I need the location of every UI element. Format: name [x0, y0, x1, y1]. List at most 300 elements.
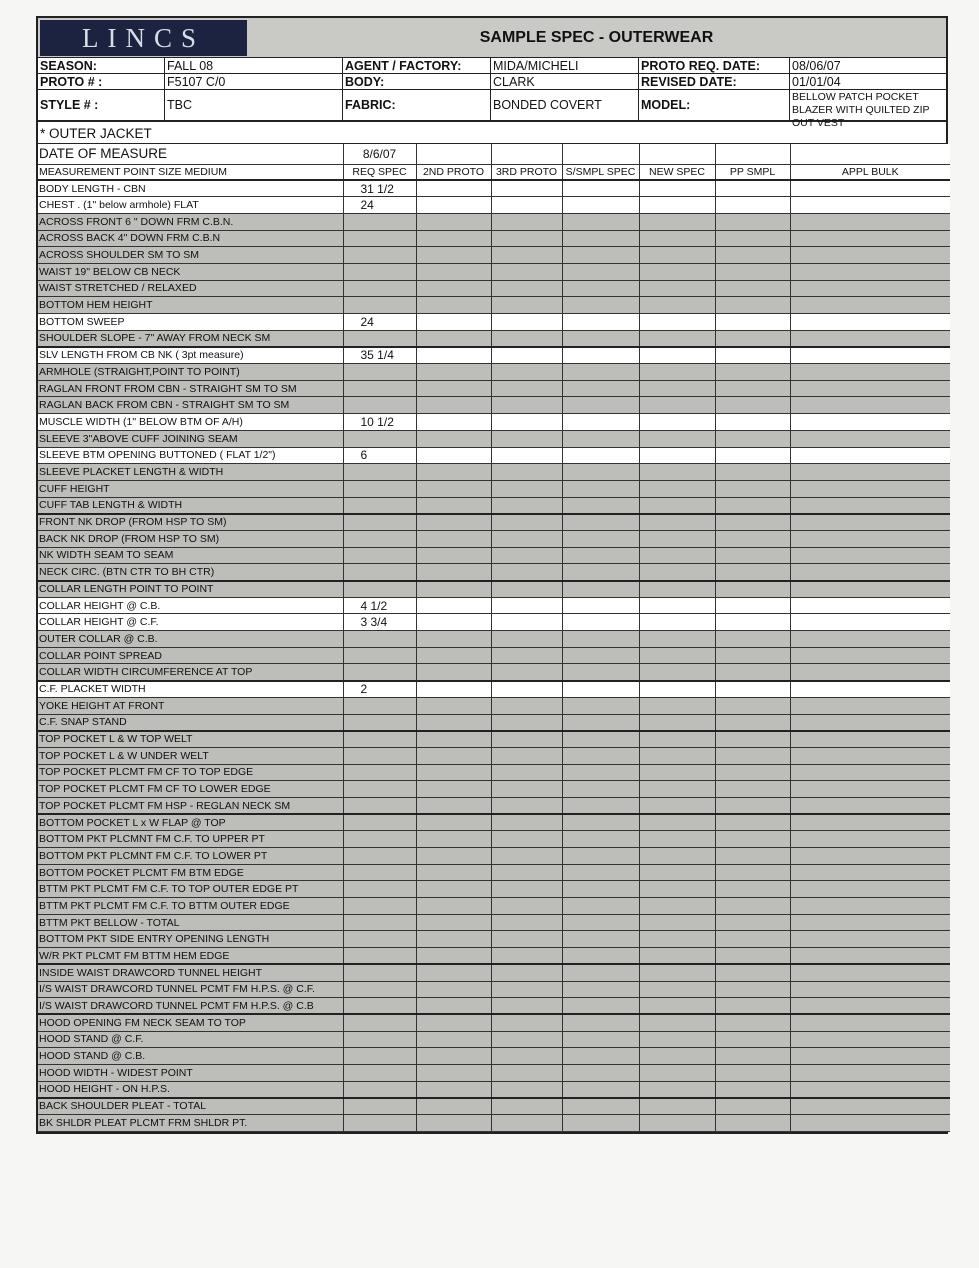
measurement-cell	[790, 213, 950, 230]
measurement-point: CUFF HEIGHT	[38, 480, 343, 497]
req-spec-cell: 24	[343, 314, 416, 331]
measurement-cell	[790, 1098, 950, 1115]
req-spec-cell	[343, 881, 416, 898]
measurement-cell	[416, 931, 491, 948]
req-spec-cell: 24	[343, 197, 416, 214]
date-cell	[491, 144, 562, 164]
measurement-cell	[562, 914, 639, 931]
measurement-point: COLLAR WIDTH CIRCUMFERENCE AT TOP	[38, 664, 343, 681]
measurement-cell	[715, 848, 790, 865]
req-spec-cell	[343, 397, 416, 414]
measurement-cell	[562, 1014, 639, 1031]
measurement-cell	[491, 213, 562, 230]
measurement-cell	[416, 948, 491, 965]
measurement-cell	[715, 397, 790, 414]
table-row	[38, 664, 950, 681]
measurement-point: SLEEVE BTM OPENING BUTTONED ( FLAT 1/2")	[38, 447, 343, 464]
table-row	[38, 430, 950, 447]
measurement-cell	[790, 263, 950, 280]
measurement-cell	[715, 230, 790, 247]
measurement-point: HOOD WIDTH - WIDEST POINT	[38, 1064, 343, 1081]
measurement-cell	[715, 581, 790, 598]
measurement-cell	[715, 714, 790, 731]
measurement-cell	[639, 1014, 715, 1031]
measurement-cell	[416, 814, 491, 831]
measurement-cell	[790, 681, 950, 698]
measurement-cell	[790, 948, 950, 965]
measurement-point: BOTTOM PKT PLCMNT FM C.F. TO LOWER PT	[38, 848, 343, 865]
measurement-cell	[715, 364, 790, 381]
measurement-cell	[715, 530, 790, 547]
table-row	[38, 697, 950, 714]
measurement-cell	[790, 1115, 950, 1132]
measurement-cell	[715, 247, 790, 264]
measurement-point: C.F. SNAP STAND	[38, 714, 343, 731]
req-spec-cell	[343, 1081, 416, 1098]
measurement-cell	[491, 230, 562, 247]
measurement-cell	[416, 480, 491, 497]
measurement-cell	[491, 514, 562, 531]
measurement-cell	[715, 514, 790, 531]
measurement-cell	[491, 914, 562, 931]
measurement-cell	[491, 564, 562, 581]
req-spec-cell: 6	[343, 447, 416, 464]
measurement-cell	[790, 464, 950, 481]
season-value: FALL 08	[165, 58, 343, 74]
measurement-cell	[416, 664, 491, 681]
measurement-point: ACROSS FRONT 6 " DOWN FRM C.B.N.	[38, 213, 343, 230]
brand-logo	[40, 20, 247, 56]
measurement-cell	[491, 497, 562, 514]
measurement-cell	[416, 497, 491, 514]
table-row	[38, 814, 950, 831]
proto-label: PROTO # :	[38, 74, 165, 90]
measurement-cell	[715, 1115, 790, 1132]
measurement-cell	[491, 898, 562, 915]
measurement-point: CHEST . (1" below armhole) FLAT	[38, 197, 343, 214]
measurement-cell	[562, 480, 639, 497]
measurement-cell	[790, 697, 950, 714]
measurement-point: ACROSS SHOULDER SM TO SM	[38, 247, 343, 264]
measurement-cell	[715, 330, 790, 347]
measurement-cell	[639, 731, 715, 748]
measurement-cell	[416, 230, 491, 247]
measurement-cell	[790, 998, 950, 1015]
measurement-point: BACK SHOULDER PLEAT - TOTAL	[38, 1098, 343, 1115]
measurement-cell	[639, 647, 715, 664]
measurement-cell	[491, 414, 562, 431]
measurement-point: COLLAR POINT SPREAD	[38, 647, 343, 664]
proto-req-label: PROTO REQ. DATE:	[639, 58, 790, 74]
req-spec-cell	[343, 530, 416, 547]
measurement-cell	[715, 898, 790, 915]
req-spec-cell	[343, 430, 416, 447]
measurement-point: BOTTOM SWEEP	[38, 314, 343, 331]
measurement-cell	[639, 480, 715, 497]
table-row	[38, 747, 950, 764]
measurement-cell	[491, 280, 562, 297]
measurement-cell	[491, 347, 562, 364]
table-row	[38, 898, 950, 915]
measurement-cell	[639, 797, 715, 814]
measurement-cell	[639, 848, 715, 865]
table-row	[38, 380, 950, 397]
measurement-cell	[715, 864, 790, 881]
table-row	[38, 864, 950, 881]
date-cell	[790, 144, 950, 164]
measurement-cell	[639, 380, 715, 397]
measurement-cell	[790, 848, 950, 865]
measurement-point: NECK CIRC. (BTN CTR TO BH CTR)	[38, 564, 343, 581]
measurement-cell	[790, 297, 950, 314]
measurement-cell	[491, 814, 562, 831]
measurement-cell	[416, 1031, 491, 1048]
measurement-cell	[715, 497, 790, 514]
agent-label: AGENT / FACTORY:	[343, 58, 491, 74]
measurement-cell	[562, 948, 639, 965]
measurement-cell	[562, 931, 639, 948]
measurement-cell	[790, 647, 950, 664]
measurement-cell	[491, 314, 562, 331]
measurement-cell	[491, 330, 562, 347]
measurement-cell	[491, 263, 562, 280]
measurement-point: BK SHLDR PLEAT PLCMT FRM SHLDR PT.	[38, 1115, 343, 1132]
measurement-cell	[639, 247, 715, 264]
measurement-cell	[639, 464, 715, 481]
brand-logo-text: LINCS	[81, 22, 205, 53]
measurement-cell	[790, 831, 950, 848]
measurement-point: BTTM PKT BELLOW - TOTAL	[38, 914, 343, 931]
measurement-point: ACROSS BACK 4" DOWN FRM C.B.N	[38, 230, 343, 247]
date-row	[38, 144, 950, 164]
req-spec-cell	[343, 464, 416, 481]
req-spec-cell	[343, 831, 416, 848]
measurement-point: HOOD HEIGHT - ON H.P.S.	[38, 1081, 343, 1098]
measurement-point: BOTTOM PKT PLCMNT FM C.F. TO UPPER PT	[38, 831, 343, 848]
measurement-cell	[562, 564, 639, 581]
measurement-cell	[416, 731, 491, 748]
req-spec-cell	[343, 1064, 416, 1081]
measurement-cell	[491, 647, 562, 664]
measurement-cell	[416, 397, 491, 414]
measurement-cell	[562, 447, 639, 464]
measurement-point: NK WIDTH SEAM TO SEAM	[38, 547, 343, 564]
req-spec-cell	[343, 564, 416, 581]
measurement-point: SLEEVE PLACKET LENGTH & WIDTH	[38, 464, 343, 481]
measurement-cell	[491, 180, 562, 197]
body-value: CLARK	[491, 74, 639, 90]
column-header-row	[38, 164, 950, 180]
measurement-cell	[491, 697, 562, 714]
measurement-cell	[416, 530, 491, 547]
table-row	[38, 1031, 950, 1048]
measurement-cell	[790, 881, 950, 898]
measurement-cell	[491, 1081, 562, 1098]
date-cell	[715, 144, 790, 164]
req-spec-cell	[343, 731, 416, 748]
measurement-point: MUSCLE WIDTH (1" BELOW BTM OF A/H)	[38, 414, 343, 431]
measurement-point: HOOD STAND @ C.B.	[38, 1048, 343, 1065]
section-title: * OUTER JACKET	[38, 122, 946, 144]
model-label: MODEL:	[639, 90, 790, 122]
req-spec-cell	[343, 581, 416, 598]
measurement-cell	[639, 931, 715, 948]
measurement-cell	[416, 781, 491, 798]
measurement-cell	[416, 614, 491, 631]
measurement-cell	[416, 297, 491, 314]
req-spec-cell	[343, 631, 416, 648]
measurement-cell	[416, 831, 491, 848]
measurement-cell	[639, 414, 715, 431]
season-label: SEASON:	[38, 58, 165, 74]
table-row	[38, 464, 950, 481]
measurement-cell	[562, 1031, 639, 1048]
table-row	[38, 280, 950, 297]
measurement-cell	[639, 747, 715, 764]
measurement-cell	[790, 1081, 950, 1098]
agent-value: MIDA/MICHELI	[491, 58, 639, 74]
measurement-cell	[715, 797, 790, 814]
table-row	[38, 931, 950, 948]
req-spec-cell	[343, 497, 416, 514]
measurement-cell	[491, 948, 562, 965]
measurement-cell	[790, 180, 950, 197]
measurement-cell	[416, 197, 491, 214]
measurement-cell	[562, 464, 639, 481]
measurement-cell	[639, 697, 715, 714]
measurement-cell	[491, 247, 562, 264]
measurement-cell	[562, 664, 639, 681]
measurement-cell	[416, 647, 491, 664]
measurement-cell	[562, 647, 639, 664]
req-spec-cell	[343, 364, 416, 381]
req-spec-cell: 35 1/4	[343, 347, 416, 364]
measurement-point: HOOD STAND @ C.F.	[38, 1031, 343, 1048]
measurement-cell	[715, 814, 790, 831]
fabric-label: FABRIC:	[343, 90, 491, 122]
measurement-cell	[790, 781, 950, 798]
measurement-cell	[639, 447, 715, 464]
measurement-cell	[715, 681, 790, 698]
measurement-cell	[639, 964, 715, 981]
req-spec-cell	[343, 898, 416, 915]
measurement-cell	[416, 1098, 491, 1115]
measurement-cell	[639, 881, 715, 898]
measurement-cell	[562, 180, 639, 197]
measurement-cell	[715, 480, 790, 497]
measurement-cell	[715, 314, 790, 331]
req-spec-cell	[343, 998, 416, 1015]
measurement-cell	[715, 981, 790, 998]
column-header: 2ND PROTO	[416, 164, 491, 180]
measurement-cell	[491, 397, 562, 414]
measurement-cell	[639, 530, 715, 547]
table-row	[38, 831, 950, 848]
measurement-point: HOOD OPENING FM NECK SEAM TO TOP	[38, 1014, 343, 1031]
measurement-cell	[715, 263, 790, 280]
measurement-cell	[639, 664, 715, 681]
measurement-cell	[562, 1048, 639, 1065]
measurement-cell	[491, 998, 562, 1015]
measurement-cell	[562, 681, 639, 698]
measurement-cell	[790, 597, 950, 614]
measurement-cell	[562, 864, 639, 881]
req-spec-cell: 31 1/2	[343, 180, 416, 197]
req-spec-cell	[343, 848, 416, 865]
measurement-cell	[491, 981, 562, 998]
measurement-cell	[491, 530, 562, 547]
measurement-cell	[491, 547, 562, 564]
measurement-cell	[790, 1031, 950, 1048]
table-row	[38, 497, 950, 514]
column-header: S/SMPL SPEC	[562, 164, 639, 180]
measurement-point: COLLAR HEIGHT @ C.B.	[38, 597, 343, 614]
measurement-cell	[790, 280, 950, 297]
req-spec-cell	[343, 514, 416, 531]
measurement-cell	[715, 564, 790, 581]
measurement-cell	[491, 797, 562, 814]
measurement-cell	[639, 364, 715, 381]
date-cell	[639, 144, 715, 164]
measurement-cell	[562, 831, 639, 848]
measurement-cell	[639, 1081, 715, 1098]
measurement-cell	[790, 981, 950, 998]
measurement-point: COLLAR LENGTH POINT TO POINT	[38, 581, 343, 598]
measurement-cell	[491, 631, 562, 648]
measurement-cell	[491, 764, 562, 781]
req-spec-cell	[343, 1098, 416, 1115]
measurement-cell	[562, 414, 639, 431]
measurement-cell	[491, 1064, 562, 1081]
revised-value: 01/01/04	[790, 74, 948, 90]
req-spec-cell	[343, 697, 416, 714]
measurement-point: W/R PKT PLCMT FM BTTM HEM EDGE	[38, 948, 343, 965]
measurement-cell	[715, 1014, 790, 1031]
measurement-cell	[790, 581, 950, 598]
req-spec-cell: 10 1/2	[343, 414, 416, 431]
measurement-cell	[491, 297, 562, 314]
measurement-cell	[491, 480, 562, 497]
measurement-cell	[416, 1048, 491, 1065]
measurement-cell	[790, 1048, 950, 1065]
header-bar	[38, 18, 946, 58]
measurement-cell	[715, 747, 790, 764]
table-row	[38, 397, 950, 414]
req-spec-cell	[343, 1115, 416, 1132]
measurement-cell	[715, 731, 790, 748]
measurement-cell	[416, 1081, 491, 1098]
measurement-cell	[562, 697, 639, 714]
measurement-cell	[491, 1048, 562, 1065]
table-row	[38, 981, 950, 998]
measurement-cell	[416, 1064, 491, 1081]
info-grid	[38, 58, 946, 122]
measurement-point: BOTTOM PKT SIDE ENTRY OPENING LENGTH	[38, 931, 343, 948]
req-spec-cell	[343, 480, 416, 497]
date-cell	[562, 144, 639, 164]
revised-label: REVISED DATE:	[639, 74, 790, 90]
measurement-cell	[715, 647, 790, 664]
req-spec-cell	[343, 330, 416, 347]
measurement-cell	[639, 1115, 715, 1132]
measurement-cell	[491, 864, 562, 881]
proto-value: F5107 C/0	[165, 74, 343, 90]
measurement-cell	[715, 764, 790, 781]
measurement-cell	[416, 564, 491, 581]
table-row	[38, 547, 950, 564]
table-row	[38, 1081, 950, 1098]
table-row	[38, 631, 950, 648]
table-row	[38, 614, 950, 631]
table-row	[38, 447, 950, 464]
measurement-cell	[790, 631, 950, 648]
measurement-cell	[491, 714, 562, 731]
measurement-cell	[790, 314, 950, 331]
req-spec-cell	[343, 781, 416, 798]
table-row	[38, 1098, 950, 1115]
measurement-cell	[715, 831, 790, 848]
measurement-cell	[639, 230, 715, 247]
req-spec-cell	[343, 230, 416, 247]
measurement-cell	[715, 213, 790, 230]
measurement-cell	[639, 998, 715, 1015]
measurement-point: ARMHOLE (STRAIGHT,POINT TO POINT)	[38, 364, 343, 381]
measurement-cell	[562, 1098, 639, 1115]
measurement-cell	[562, 213, 639, 230]
measurement-cell	[562, 631, 639, 648]
measurement-cell	[491, 614, 562, 631]
table-row	[38, 480, 950, 497]
measurement-cell	[790, 247, 950, 264]
measurement-cell	[416, 213, 491, 230]
req-spec-cell	[343, 213, 416, 230]
measurement-cell	[562, 964, 639, 981]
body-label: BODY:	[343, 74, 491, 90]
measurement-point: BTTM PKT PLCMT FM C.F. TO BTTM OUTER EDGE	[38, 898, 343, 915]
measurement-point: FRONT NK DROP (FROM HSP TO SM)	[38, 514, 343, 531]
table-row	[38, 263, 950, 280]
measurement-cell	[790, 547, 950, 564]
measurement-cell	[562, 1115, 639, 1132]
req-spec-cell	[343, 914, 416, 931]
measurement-cell	[790, 530, 950, 547]
measurement-cell	[715, 631, 790, 648]
measurement-cell	[639, 948, 715, 965]
measurement-cell	[715, 180, 790, 197]
measurement-cell	[639, 314, 715, 331]
measurement-cell	[491, 430, 562, 447]
measurement-cell	[562, 1081, 639, 1098]
measurement-cell	[562, 597, 639, 614]
measurement-cell	[416, 280, 491, 297]
measurement-cell	[639, 180, 715, 197]
measurement-cell	[491, 1098, 562, 1115]
req-spec-cell	[343, 1031, 416, 1048]
measurement-cell	[715, 697, 790, 714]
table-row	[38, 998, 950, 1015]
measurement-point: I/S WAIST DRAWCORD TUNNEL PCMT FM H.P.S. @ C.B	[38, 998, 343, 1015]
measurement-cell	[790, 914, 950, 931]
measurement-cell	[562, 263, 639, 280]
measurement-cell	[715, 614, 790, 631]
measurement-cell	[416, 314, 491, 331]
measurement-cell	[715, 914, 790, 931]
measurement-cell	[715, 948, 790, 965]
measurement-cell	[790, 497, 950, 514]
measurement-cell	[562, 981, 639, 998]
measurement-cell	[491, 664, 562, 681]
req-spec-cell	[343, 1048, 416, 1065]
